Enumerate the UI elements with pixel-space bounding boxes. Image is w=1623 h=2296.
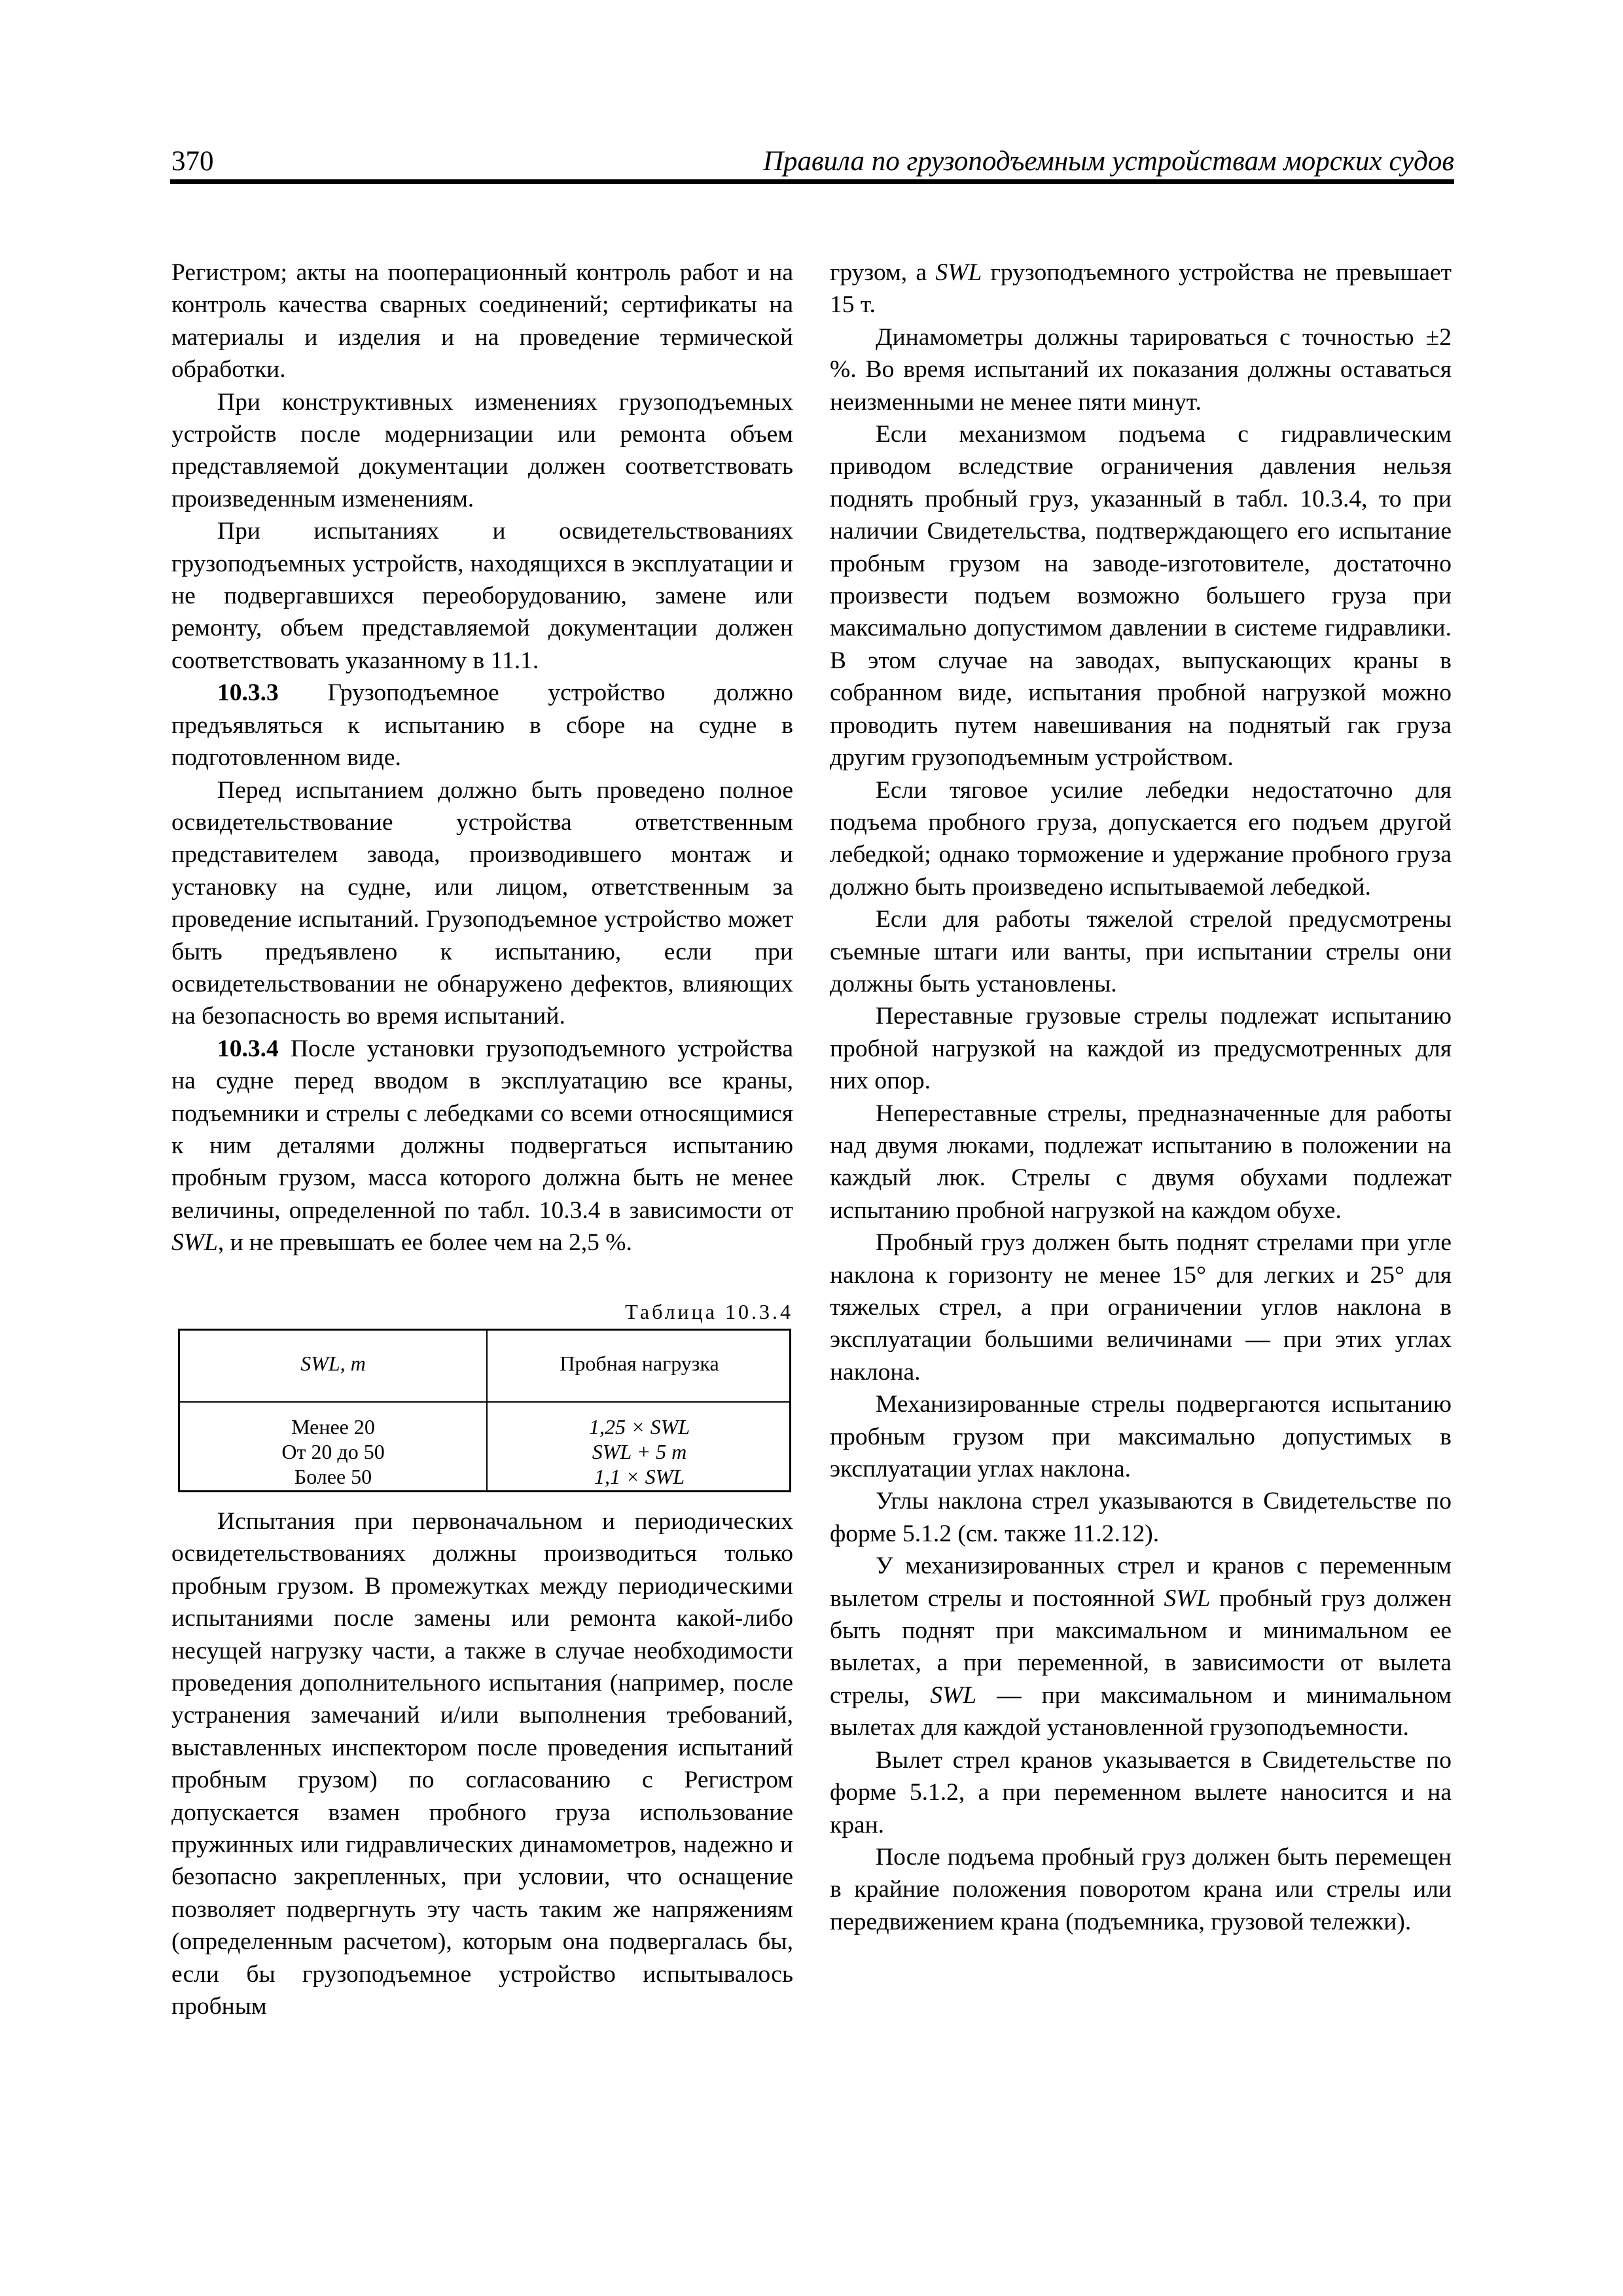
swl-term: SWL	[1164, 1585, 1211, 1612]
swl-term: SWL	[930, 1681, 977, 1709]
paragraph: При конструктивных изменениях грузоподъемных устройств после модернизации или ремонта объем представляемой документации должен соответствовать произведенным изменениям.	[171, 388, 793, 512]
paragraph: Пробный груз должен быть поднят стрелами при угле наклона к горизонту не менее 15° для легких и 25° для тяжелых стрел, а при ограничении углов наклона в эксплуатации большими величинами — при этих углах наклона.	[830, 1229, 1452, 1386]
paragraph: Вылет стрел кранов указывается в Свидетельстве по форме 5.1.2, а при переменном вылете наносится и на кран.	[830, 1746, 1452, 1839]
paragraph: Если механизмом подъема с гидравлическим приводом вследствие ограничения давления нельзя поднять пробный груз, указанный в табл. 10.3.4, то при наличии Свидетельства, подтверждающего его испытание пробным грузом на заводе-изготовителе, достаточно произвести подъем возможно большего груза при максимально допустимом давлении в системе гидравлики. В этом случае на заводах, выпускающих краны в собранном виде, испытания пробной нагрузкой можно проводить путем навешивания на поднятый гак груза другим грузоподъемным устройством.	[830, 421, 1452, 772]
swl-term: SWL	[171, 1229, 218, 1257]
swl-term: SWL	[935, 259, 982, 286]
paragraph: Если для работы тяжелой стрелой предусмотрены съемные штаги или ванты, при испытании стрелы они должны быть установлены.	[830, 906, 1452, 997]
paragraph-text: — при максимальном и минимальном вылетах для каждой установленной грузоподъемности.	[830, 1681, 1452, 1742]
paragraph: Динамометры должны тарироваться с точностью ±2 %. Во время испытаний их показания должны оставаться неизменными не менее пяти минут.	[830, 323, 1452, 416]
table-cell: SWL + 5 т	[592, 1440, 687, 1463]
table-cell: От 20 до 50	[281, 1440, 385, 1463]
section-number: 10.3.3	[217, 679, 279, 707]
header-rule	[170, 179, 1454, 184]
table-column-swl	[180, 1414, 486, 1489]
paragraph: Механизированные стрелы подвергаются испытанию пробным грузом при максимально допустимых в эксплуатации углах наклона.	[830, 1391, 1452, 1483]
table-cell: 1,25 × SWL	[588, 1415, 690, 1439]
paragraph	[830, 257, 1452, 321]
paragraph: После подъема пробный груз должен быть перемещен в крайние положения поворотом крана или стрелы или передвижением крана (подъемника, грузовой тележки).	[830, 1843, 1452, 1935]
paragraph-text: , и не превышать ее более чем на 2,5 %.	[217, 1229, 632, 1257]
table-divider	[180, 1401, 789, 1403]
paragraph: Переставные грузовые стрелы подлежат испытанию пробной нагрузкой на каждой из предусмотренных для них опор.	[830, 1003, 1452, 1095]
table-header-swl: SWL, т	[300, 1352, 366, 1375]
right-column	[830, 257, 1452, 1938]
page-number: 370	[171, 146, 214, 177]
paragraph: Перед испытанием должно быть проведено полное освидетельствование устройства ответственным представителем завода, производившего монтаж и установку на судне, или лицом, ответственным за проведение испытаний. Грузоподъемное устройство может быть предъявлено к испытанию, если при освидетельствовании не обнаружено дефектов, влияющих на безопасность во время испытаний.	[171, 776, 793, 1030]
paragraph-text: грузом, а	[830, 259, 936, 286]
paragraph: Если тяговое усилие лебедки недостаточно для подъема пробного груза, допускается его подъем другой лебедкой; однако торможение и удержание пробного груза должно быть произведено испытываемой лебедкой.	[830, 776, 1452, 901]
paragraph: Непереставные стрелы, предназначенные для работы над двумя люками, подлежат испытанию в положении на каждый люк. Стрелы с двумя обухами подлежат испытанию пробной нагрузкой на каждом обухе.	[830, 1100, 1452, 1224]
paragraph-10-3-3	[171, 677, 793, 774]
paragraph-text: После установки грузоподъемного устройства на судне перед вводом в эксплуатацию все краны, подъемники и стрелы с лебедками со всеми относящимися к ним деталями должны подвергаться испытанию пробным грузом, масса которого должна быть не менее величины, определенной по табл. 10.3.4 в зависимости от	[171, 1035, 793, 1224]
table-cell: 1,1 × SWL	[594, 1465, 685, 1488]
paragraph: Испытания при первоначальном и периодических освидетельствованиях должны производиться только пробным грузом. В промежутках между периодическими испытаниями после замены или ремонта какой-либо несущей нагрузку части, а также в случае необходимости проведения дополнительного испытания (например, после устранения замечаний и/или выполнения требований, выставленных инспектором после проведения испытаний пробным грузом) по согласованию с Регистром допускается взамен пробного груза использование пружинных или гидравлических динамометров, надежно и безопасно закрепленных, при условии, что оснащение позволяет подвергнуть эту часть таким же напряжениям (определенным расчетом), которым она подвергалась бы, если бы грузоподъемное устройство испытывалось пробным	[171, 1508, 793, 2020]
paragraph: Углы наклона стрел указываются в Свидетельстве по форме 5.1.2 (см. также 11.2.12).	[830, 1488, 1452, 1547]
paragraph-text: пробный груз должен быть поднят при максимальном и минимальном ее вылетах, а при переменной, в зависимости от вылета стрелы,	[830, 1585, 1452, 1709]
table-column-load	[488, 1414, 791, 1489]
paragraph	[830, 1550, 1452, 1744]
running-title: Правила по грузоподъемным устройствам морских судов	[762, 146, 1454, 177]
paragraph-10-3-4	[171, 1033, 793, 1259]
paragraph-text: У механизированных стрел и кранов с переменным вылетом стрелы и постоянной	[830, 1552, 1452, 1612]
table-header-load: Пробная нагрузка	[560, 1352, 719, 1375]
paragraph-text: Грузоподъемное устройство должно предъявляться к испытанию в сборе на судне в подготовленном виде.	[171, 679, 793, 772]
paragraph-text: грузоподъемного устройства не превышает 15 т.	[830, 259, 1452, 319]
table-cell: Более 50	[294, 1465, 372, 1488]
section-number: 10.3.4	[217, 1035, 279, 1062]
table-10-3-4	[178, 1329, 791, 1492]
paragraph: Регистром; акты на пооперационный контроль работ и на контроль качества сварных соединений; сертификаты на материалы и изделия и на проведение термической обработки.	[171, 259, 793, 384]
left-column-continued	[171, 1505, 793, 2023]
left-column	[171, 257, 793, 1259]
table-cell: Менее 20	[291, 1415, 375, 1439]
paragraph: При испытаниях и освидетельствованиях грузоподъемных устройств, находящихся в эксплуатации и не подвергавшихся переоборудованию, замене или ремонту, объем представляемой документации должен соответствовать указанному в 11.1.	[171, 518, 793, 674]
table-caption: Таблица 10.3.4	[625, 1300, 793, 1323]
